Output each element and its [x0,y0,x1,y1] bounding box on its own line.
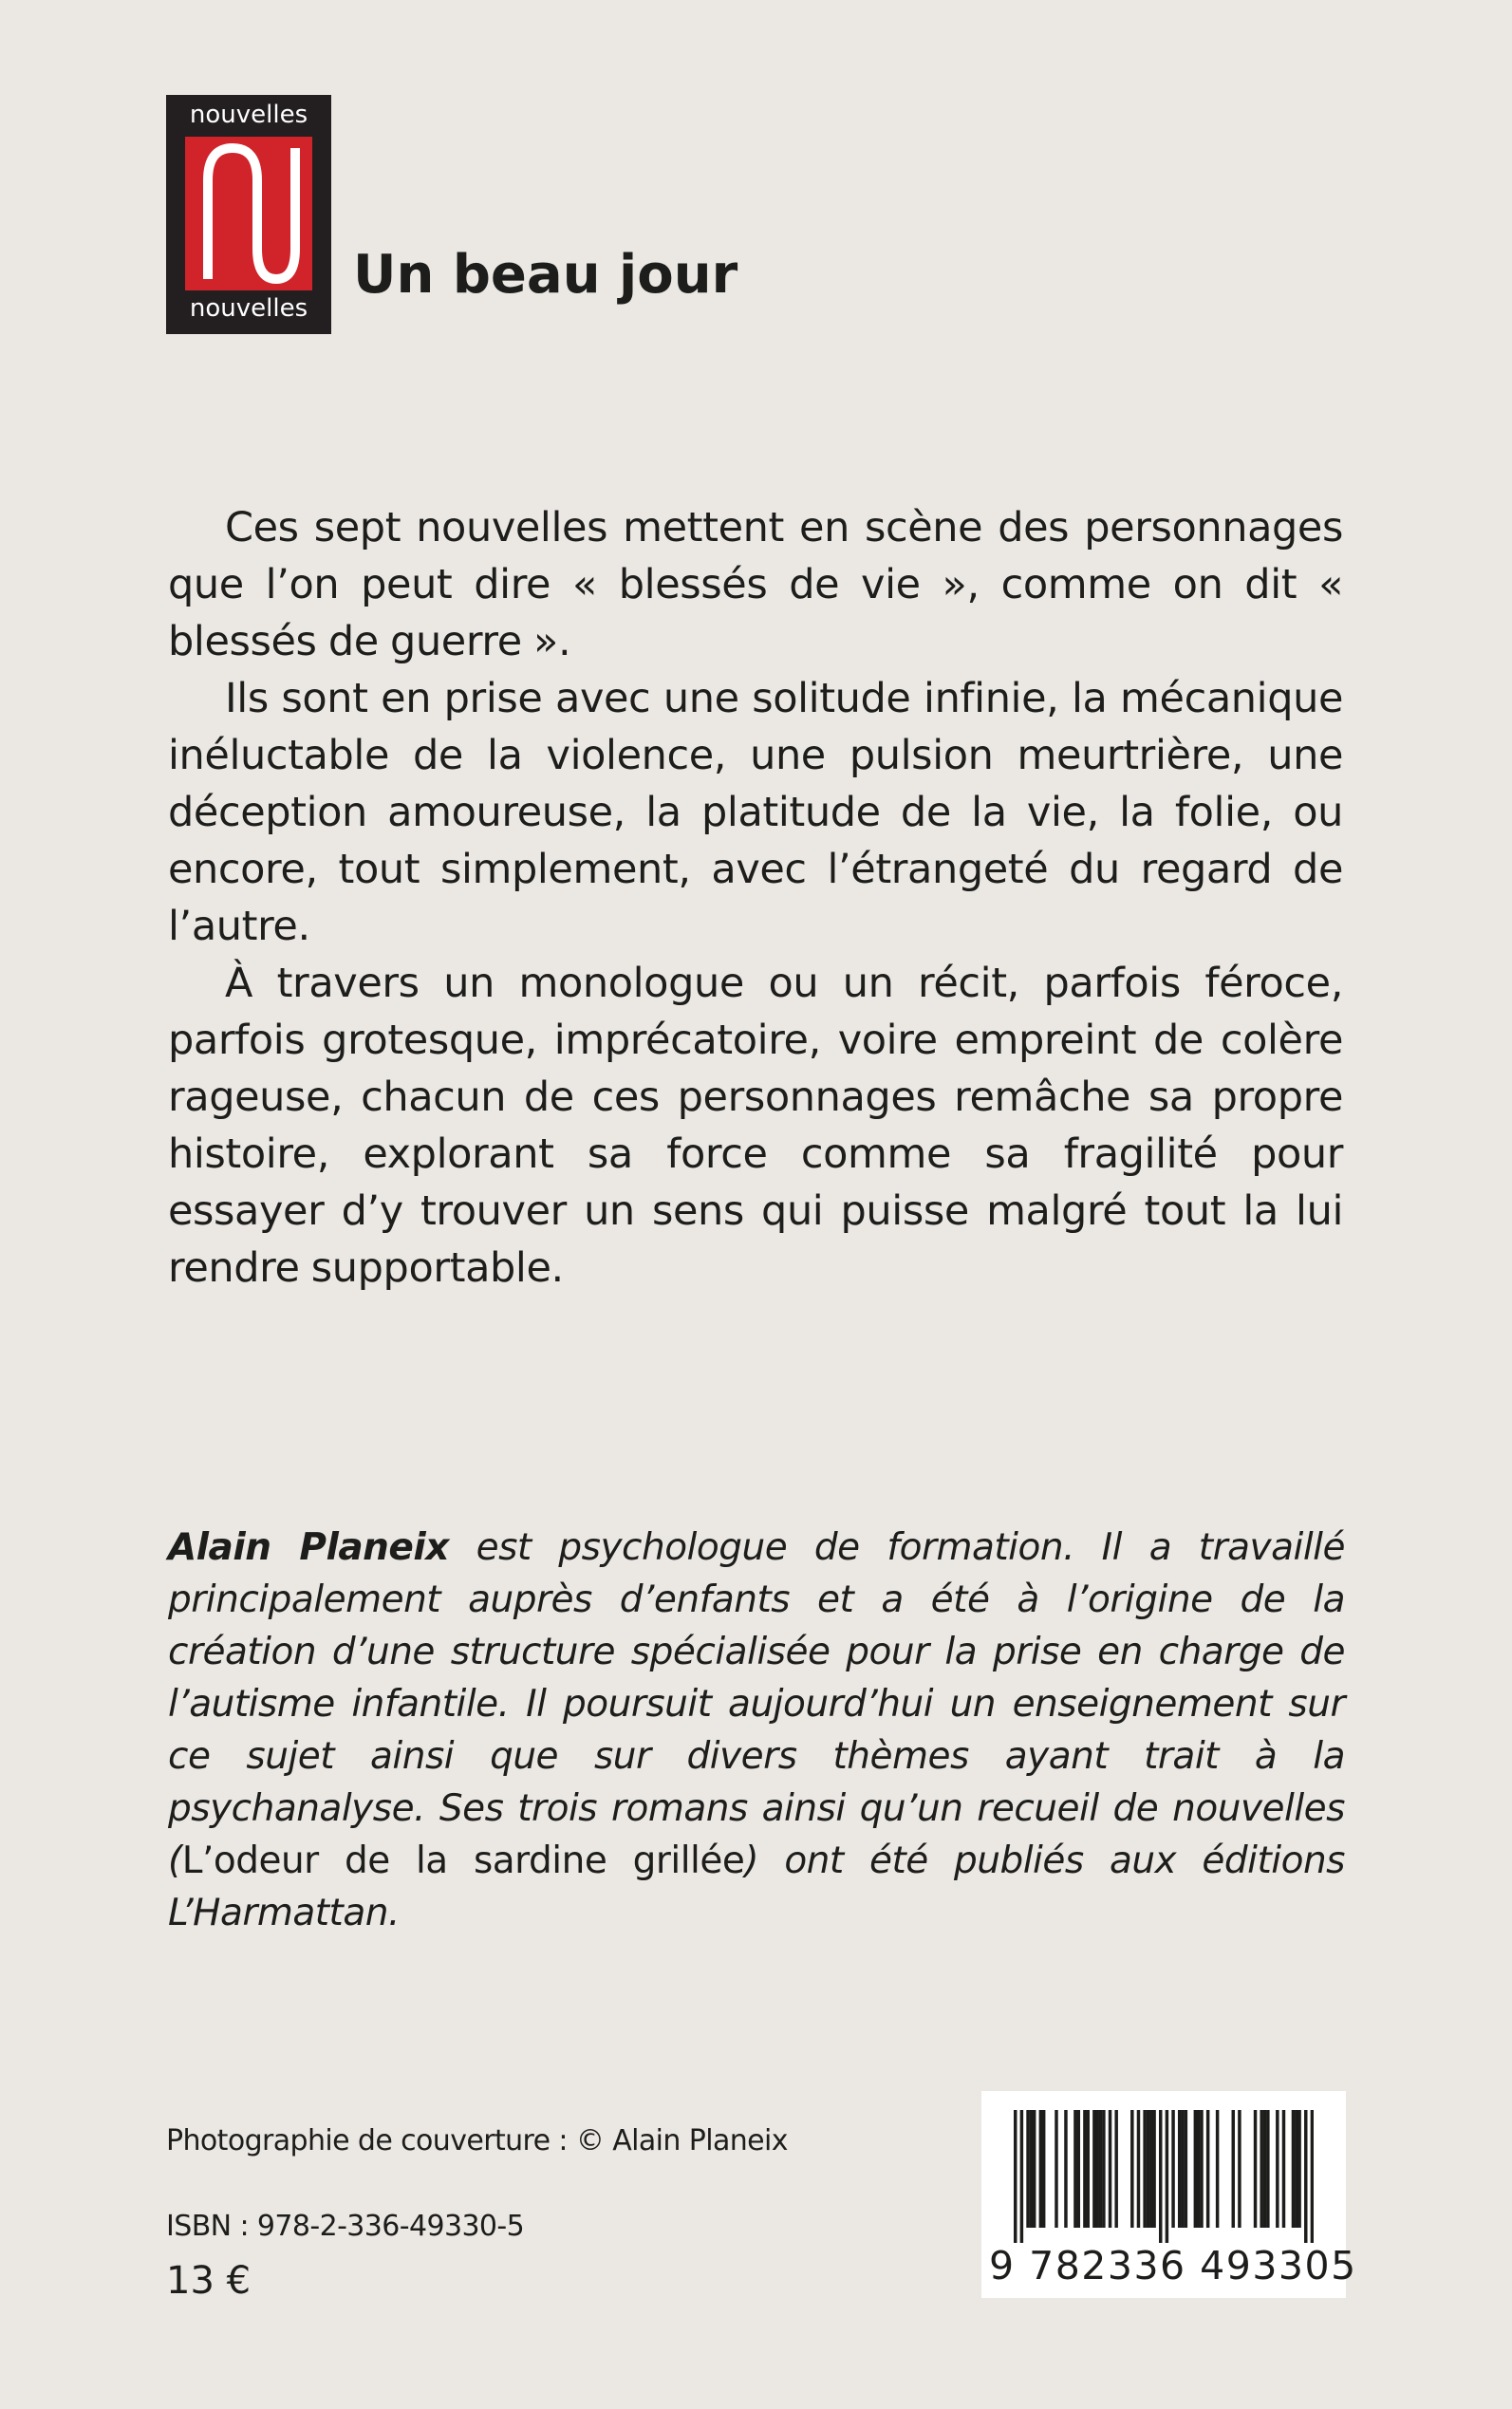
barcode-bar [1263,2110,1266,2228]
barcode-bar [1276,2110,1279,2228]
barcode-bar [1171,2110,1174,2228]
barcode-bar [1311,2110,1314,2243]
barcode-bar [1254,2110,1257,2228]
barcode-bar [1073,2110,1076,2228]
barcode-bar [1083,2110,1086,2228]
barcode-bar [1260,2110,1262,2228]
barcode-bar [1055,2110,1057,2228]
barcode-bar [1216,2110,1219,2228]
barcode-bar [1130,2110,1133,2228]
barcode-bar [1137,2110,1140,2228]
barcode-bar [1147,2110,1149,2228]
barcode-bar [1042,2110,1045,2228]
barcode-digits: 9 782336 493305 [989,2243,1357,2288]
barcode-bar [1077,2110,1080,2228]
barcode-bar [1200,2110,1203,2228]
barcode-bar [1295,2110,1297,2228]
blurb-paragraph: Ils sont en prise avec une solitude infinie, la mécanique inéluctable de la violence, une pulsion meurtrière, une déception amoureuse, la platitude de la vie, la folie, ou encore, tout simplement, avec l’étrangeté du regard de l’autre. [168,675,1343,950]
barcode-bar [1166,2110,1168,2243]
barcode-bar [1159,2110,1162,2243]
barcode-bar [1238,2110,1241,2228]
barcode-bar [1194,2110,1197,2228]
bio-book-title: L’odeur de la sardine grillée [181,1839,745,1882]
barcode-bar [1102,2110,1105,2228]
bio-text-end: ) ont été publiés aux éditions L’Harmattan. [168,1839,1346,1934]
book-title: Un beau jour [353,244,738,306]
barcode-bar [1304,2110,1307,2243]
price-label: 13 € [166,2259,252,2303]
barcode-bar [1026,2110,1029,2228]
barcode-bar [1178,2110,1181,2228]
barcode-bar [1092,2110,1095,2228]
isbn-label: ISBN : 978-2-336-49330-5 [166,2210,525,2243]
author-bio [168,1522,1345,1939]
blurb-paragraph: Ces sept nouvelles mettent en scène des personnages que l’on peut dire « blessés de vie », comme on dit « blessés de guerre ». [168,504,1343,665]
barcode-bar [1206,2110,1209,2228]
barcode-bar [1033,2110,1036,2228]
barcode-bar [1014,2110,1017,2243]
barcode-bar [1181,2110,1184,2228]
author-name: Alain Planeix [168,1526,449,1569]
book-blurb [168,499,1343,1297]
barcode-bar [1099,2110,1102,2228]
barcode-bar [1266,2110,1269,2228]
barcode-bar [1292,2110,1295,2228]
barcode-bar [1109,2110,1111,2228]
barcode-bar [1039,2110,1042,2228]
barcode [981,2091,1357,2298]
barcode-bar [1114,2110,1117,2228]
barcode-bar [1185,2110,1187,2228]
barcode-bar [1087,2110,1090,2228]
barcode-bar [1197,2110,1200,2228]
barcode-bar [1297,2110,1300,2228]
barcode-bar [1232,2110,1235,2228]
barcode-bar [1095,2110,1098,2228]
photo-credit: Photographie de couverture : © Alain Planeix [166,2124,788,2157]
barcode-bar [1152,2110,1155,2228]
barcode-bar [1030,2110,1033,2228]
barcode-bar [1282,2110,1285,2228]
publisher-logo [166,95,331,334]
logo-word-bottom: nouvelles [189,294,308,323]
nu-monogram-icon [185,137,312,290]
logo-red-panel [185,137,312,290]
barcode-bar [1149,2110,1152,2228]
barcode-bars-icon [1014,2110,1314,2243]
logo-word-top: nouvelles [189,101,308,129]
barcode-bar [1020,2110,1023,2243]
bio-text: est psychologue de formation. Il a travaillé principalement auprès d’enfants et a été à l’origine de la création d’une structure spécialisée pour la prise en charge de l’autisme infantile. Il poursuit aujourd’hui un enseignement sur ce sujet ainsi que sur divers thèmes ayant trait à la psychanalyse. Ses trois romans ainsi qu’un recueil de nouvelles ( [168,1526,1345,1882]
barcode-bar [1064,2110,1067,2228]
blurb-paragraph: À travers un monologue ou un récit, parfois féroce, parfois grotesque, imprécatoire, voire empreint de colère rageuse, chacun de ces personnages remâche sa propre histoire, explorant sa force comme sa fragilité pour essayer d’y trouver un sens qui puisse malgré tout la lui rendre supportable. [168,960,1343,1292]
barcode-bar [1143,2110,1146,2228]
